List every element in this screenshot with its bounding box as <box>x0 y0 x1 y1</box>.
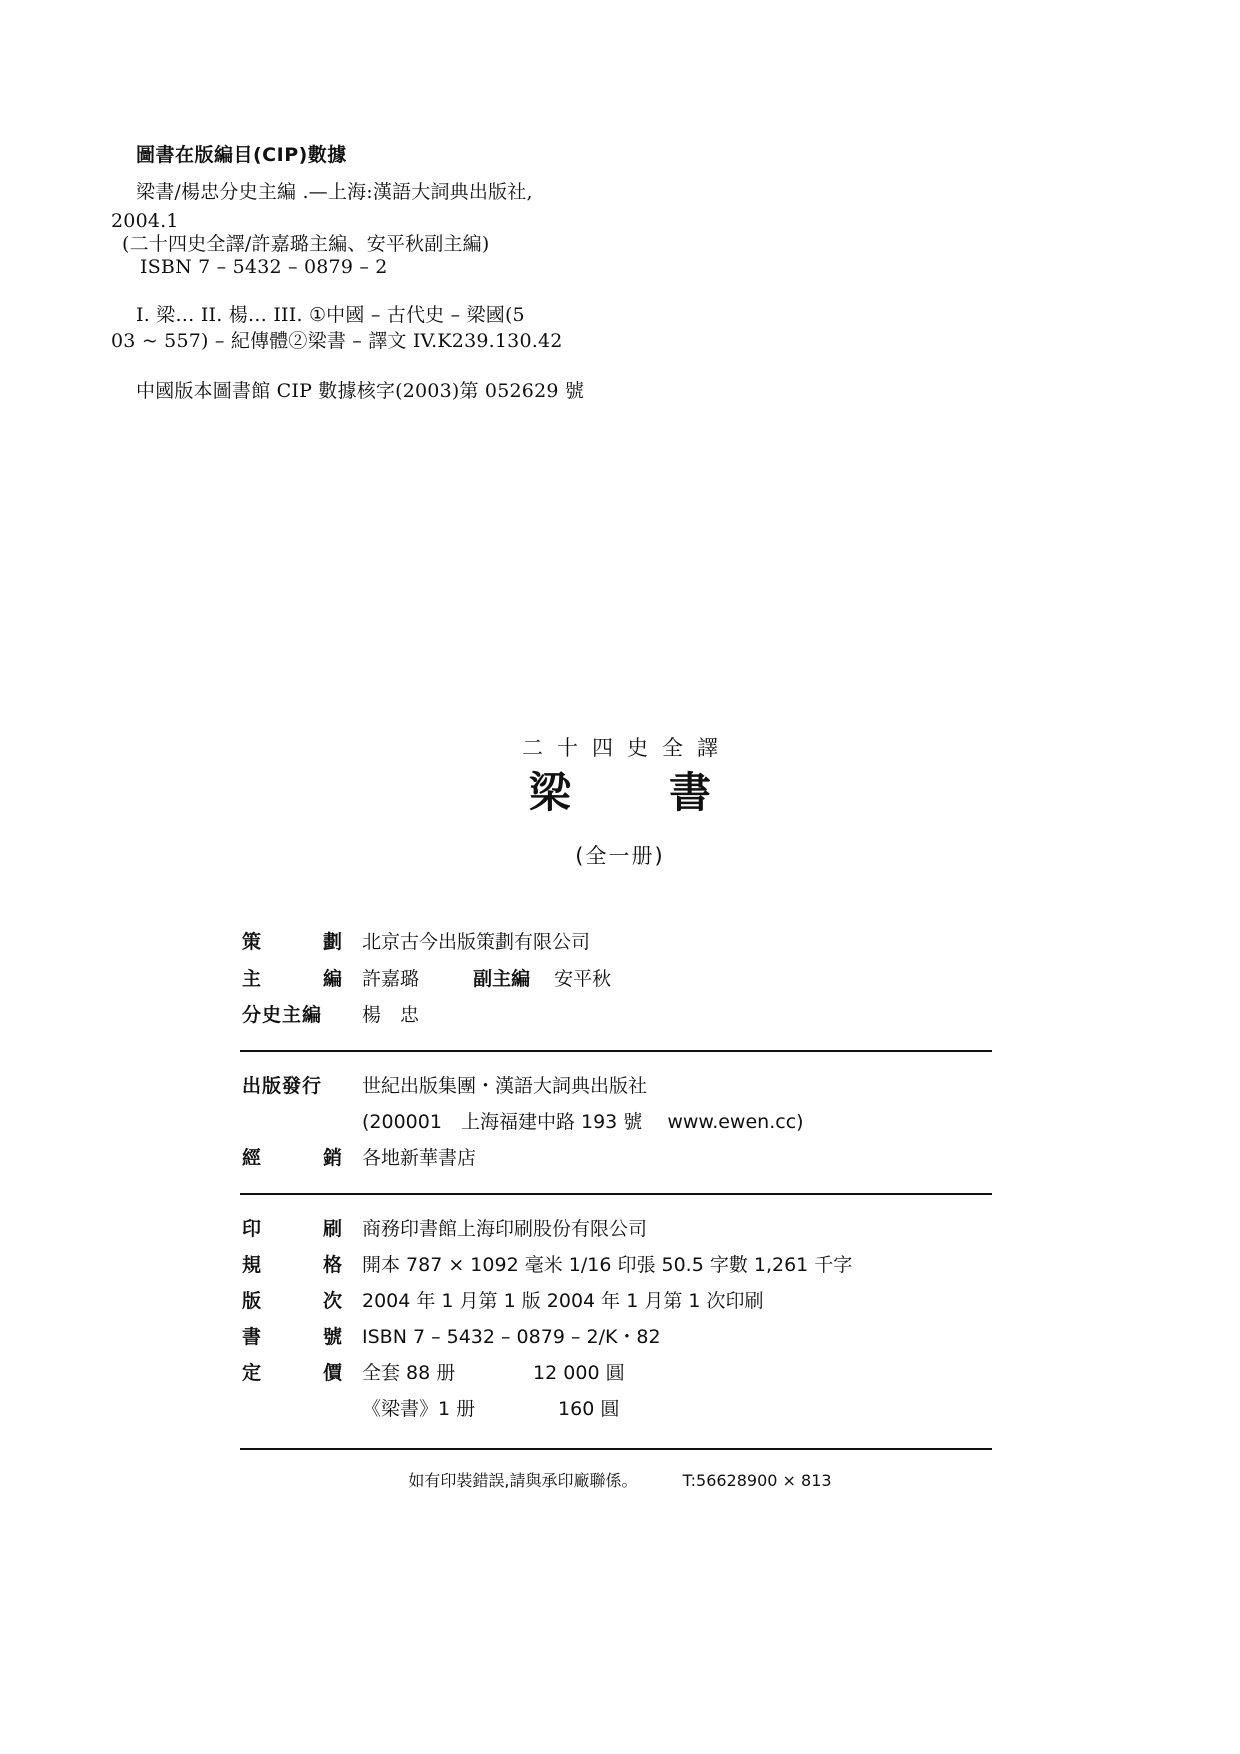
colophon-row-edition <box>242 1286 764 1313</box>
divider-rule-3 <box>240 1448 992 1450</box>
colophon-row-price-single <box>362 1394 619 1421</box>
label-char: 印 <box>242 1218 262 1240</box>
row-label <box>242 964 342 991</box>
colophon-row-price <box>242 1358 625 1385</box>
price-single-value <box>362 1394 619 1421</box>
label-char: 版 <box>242 1290 262 1312</box>
price-set-value <box>362 1358 625 1385</box>
row-label <box>242 1214 342 1241</box>
label-char: 編 <box>322 968 342 990</box>
book-title-char-1: 梁 <box>528 768 571 817</box>
chief-editor: 許嘉璐 <box>362 968 420 990</box>
colophon-row-distributor <box>242 1143 476 1170</box>
row-label <box>242 1358 342 1385</box>
label-char: 經 <box>242 1147 262 1169</box>
colophon-row-book-number <box>242 1322 661 1349</box>
deputy-editor-label: 副主編 <box>473 968 531 990</box>
cip-line-date: 2004.1 <box>111 210 179 232</box>
colophon-row-editor <box>242 964 611 991</box>
divider-rule-2 <box>240 1193 992 1195</box>
label-char: 號 <box>322 1326 342 1348</box>
book-title <box>0 768 1240 818</box>
row-label: 出版發行 <box>242 1075 323 1097</box>
cip-heading: 圖書在版編目(CIP)數據 <box>136 144 347 166</box>
cip-line-registration: 中國版本圖書館 CIP 數據核字(2003)第 052629 號 <box>136 380 585 402</box>
volume-note: (全一册) <box>575 844 665 868</box>
row-label <box>242 927 342 954</box>
publisher-value: 世紀出版集團・漢語大詞典出版社 <box>362 1075 648 1097</box>
label-char: 格 <box>322 1254 342 1276</box>
set-price: 12 000 圓 <box>533 1362 625 1384</box>
colophon-row-format <box>242 1250 852 1277</box>
label-char: 次 <box>322 1290 342 1312</box>
colophon-row-section-editor <box>242 1000 419 1027</box>
label-char: 銷 <box>322 1147 342 1169</box>
misprint-notice: 如有印裝錯誤,請與承印廠聯係。 <box>408 1471 638 1490</box>
label-char: 規 <box>242 1254 262 1276</box>
label-char: 劃 <box>322 931 342 953</box>
label-char: 主 <box>242 968 262 990</box>
row-label <box>242 1322 342 1349</box>
cip-line-title: 梁書/楊忠分史主編 .—上海:漢語大詞典出版社, <box>136 181 533 203</box>
row-label: 分史主編 <box>242 1004 323 1026</box>
deputy-editor: 安平秋 <box>554 968 612 990</box>
book-number-value: ISBN 7 – 5432 – 0879 – 2/K・82 <box>362 1326 661 1348</box>
edition-value: 2004 年 1 月第 1 版 2004 年 1 月第 1 次印刷 <box>362 1290 764 1312</box>
distributor-value: 各地新華書店 <box>362 1147 477 1169</box>
single-label: 《梁書》1 册 <box>362 1398 476 1420</box>
label-char: 價 <box>322 1362 342 1384</box>
row-label <box>242 1143 342 1170</box>
single-price: 160 圓 <box>558 1398 620 1420</box>
row-label <box>242 1250 342 1277</box>
set-label: 全套 88 册 <box>362 1362 456 1384</box>
planning-value: 北京古今出版策劃有限公司 <box>362 931 591 953</box>
cip-line-classification-2: 03 ~ 557) – 紀傳體②梁書 – 譯文 IV.K239.130.42 <box>111 330 563 352</box>
footer-note <box>0 1468 1240 1491</box>
label-char: 定 <box>242 1362 262 1384</box>
cip-line-series: (二十四史全譯/許嘉璐主編、安平秋副主編) <box>122 233 490 255</box>
divider-rule-1 <box>240 1050 992 1052</box>
book-title-char-2: 書 <box>669 768 712 817</box>
label-char: 刷 <box>322 1218 342 1240</box>
cip-line-isbn: ISBN 7 – 5432 – 0879 – 2 <box>140 256 388 278</box>
colophon-row-printer <box>242 1214 647 1241</box>
series-title: 二十四史全譯 <box>522 736 732 760</box>
label-char: 書 <box>242 1326 262 1348</box>
cip-line-classification-1: I. 梁… II. 楊… III. ①中國 – 古代史 – 梁國(5 <box>136 304 525 326</box>
section-editor-value: 楊 忠 <box>362 1004 420 1026</box>
publisher-address: (200001 上海福建中路 193 號 www.ewen.cc) <box>362 1111 804 1133</box>
colophon-row-planning <box>242 927 590 954</box>
printer-phone: T:56628900 × 813 <box>682 1471 832 1490</box>
format-value: 開本 787 × 1092 毫米 1/16 印張 50.5 字數 1,261 千字 <box>362 1254 853 1276</box>
colophon-row-address <box>362 1107 804 1134</box>
label-char: 策 <box>242 931 262 953</box>
colophon-row-publisher <box>242 1071 647 1098</box>
printer-value: 商務印書館上海印刷股份有限公司 <box>362 1218 648 1240</box>
row-label <box>242 1286 342 1313</box>
editor-value <box>362 964 611 991</box>
